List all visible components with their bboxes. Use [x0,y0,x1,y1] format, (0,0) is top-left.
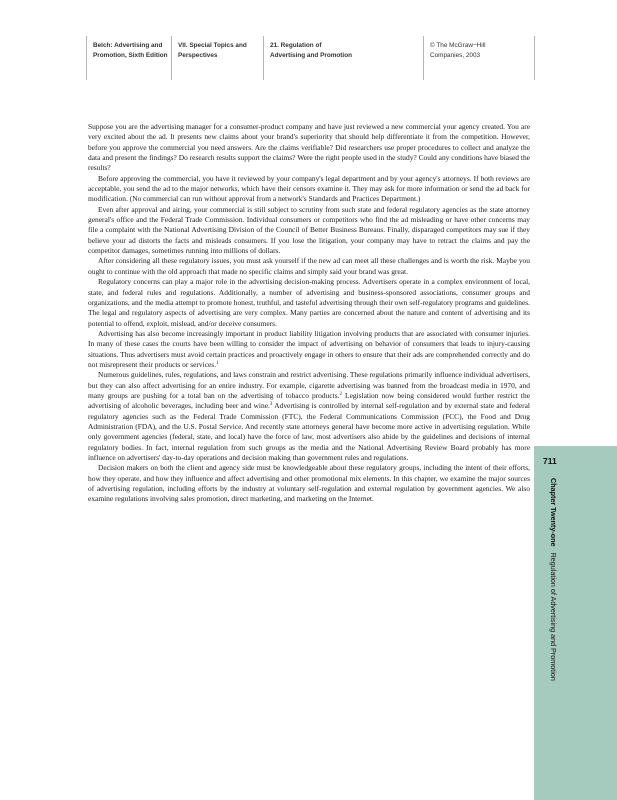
footnote-ref: 3 [269,402,273,408]
paragraph: Decision makers on both the client and agency side must be knowledgeable about these regulatory groups, including the intent of their efforts, how they operate, and how they influence and affect advertising and other promotional mix elements. In this chapter, we examine the major sources of advertising regulation, including efforts by the industry at voluntary self-regulation and external regulation by government agencies. We also examine regulations involving sales promotion, direct marketing, and marketing on the Internet. [88,463,530,504]
header-part-title: VII. Special Topics and Perspectives [171,36,263,80]
paragraph: Suppose you are the advertising manager for a consumer-product company and have just reviewed a new commercial your agency created. You are very excited about the ad. It presents new claims about your brand's superiority that should help differentiate it from the competition. However, before you approve the commercial you need answers. Are the claims verifiable? Did researchers use proper procedures to collect and analyze the data and present the findings? Do research results support the claims? Were the right people used in the study? Could any conditions have biased the results? [88,122,530,173]
page-header [86,36,534,80]
paragraph: Before approving the commercial, you have it reviewed by your company's legal department and by your agency's attorneys. If both reviews are acceptable, you send the ad to the major networks, which have their censors examine it. They may ask for more information or send the ad back for modification. (No commercial can run without approval from a network's Standards and Practices Department.) [88,173,530,204]
page-number: 711 [543,456,557,466]
paragraph: Regulatory concerns can play a major role in the advertising decision-making process. Advertisers operate in a complex environment of local, state, and federal rules and regulations. Additionally, a number of advertising and business-sponsored associations, consumer groups and organizations, and the media attempt to promote honest, truthful, and tasteful advertising through their own self-regulatory programs and guidelines. The legal and regulatory aspects of advertising are very complex. Many parties are concerned about the nature and content of advertising and its potential to offend, exploit, mislead, and/or deceive consumers. [88,277,530,328]
body-text [88,122,530,505]
header-copyright: © The McGraw−Hill Companies, 2003 [423,36,535,80]
chapter-label: Chapter Twenty-one [549,478,558,547]
paragraph: After considering all these regulatory issues, you must ask yourself if the new ad can meet all these challenges and is worth the risk. Maybe you ought to continue with the old approach that made no specific claims and simply said your brand was great. [88,256,530,276]
running-chapter-title [549,478,558,681]
footnote-ref: 2 [339,391,342,397]
chapter-title: Regulation of Advertising and Promotion [549,552,558,681]
header-book-title: Belch: Advertising and Promotion, Sixth Edition [86,36,171,80]
paragraph: Even after approval and airing, your commercial is still subject to scrutiny from such state and federal regulatory agencies as the state attorney general's office and the Federal Trade Commission. Individual consumers or competitors who find the ad misleading or have other concerns may file a complaint with the National Advertising Division of the Council of Better Business Bureaus. Finally, disparaged competitors may sue if they believe your ad distorts the facts and misleads consumers. If you lose the litigation, your company may have to retract the claims and pay the competitor damages, sometimes running into millions of dollars. [88,204,530,256]
chapter-sidebar [534,446,617,800]
footnote-ref: 1 [216,360,219,366]
paragraph: Numerous guidelines, rules, regulations, and laws constrain and restrict advertising. These regulations primarily influence individual advertisers, but they can also affect advertising for an entire industry. For example, cigarette advertising was banned from the broadcast media in 1970, and many groups are pushing for a total ban on the advertising of tobacco products.$^2$ Legislation now being considered would further restrict the advertising of alcoholic beverages, including beer and wine.$^3$ Advertising is controlled by internal self-regulation and by external state and federal regulatory agencies such as the Federal Trade Commission (FTC), the Federal Communications Commission (FCC), the Food and Drug Administration (FDA), and the U.S. Postal Service. And recently state attorneys general have become more active in advertising regulation. While only government agencies (federal, state, and local) have the force of law, most advertisers also abide by the guidelines and decisions of internal regulatory bodies. In fact, internal regulation from such groups as the media and the National Advertising Review Board probably has more influence on advertisers' day-to-day operations and decision making than government rules and regulations. [88,370,531,462]
header-chapter-title: 21. Regulation of Advertising and Promotion [263,36,423,80]
paragraph: Advertising has also become increasingly important in product liability litigation involving products that are associated with consumer injuries. In many of these cases the courts have been willing to consider the impact of advertising on behavior of consumers that leads to injury-causing situations. Thus advertisers must avoid certain practices and proactively engage in others to ensure that their ads are comprehended correctly and do not misrepresent their products or services.$^1$ [88,328,530,369]
